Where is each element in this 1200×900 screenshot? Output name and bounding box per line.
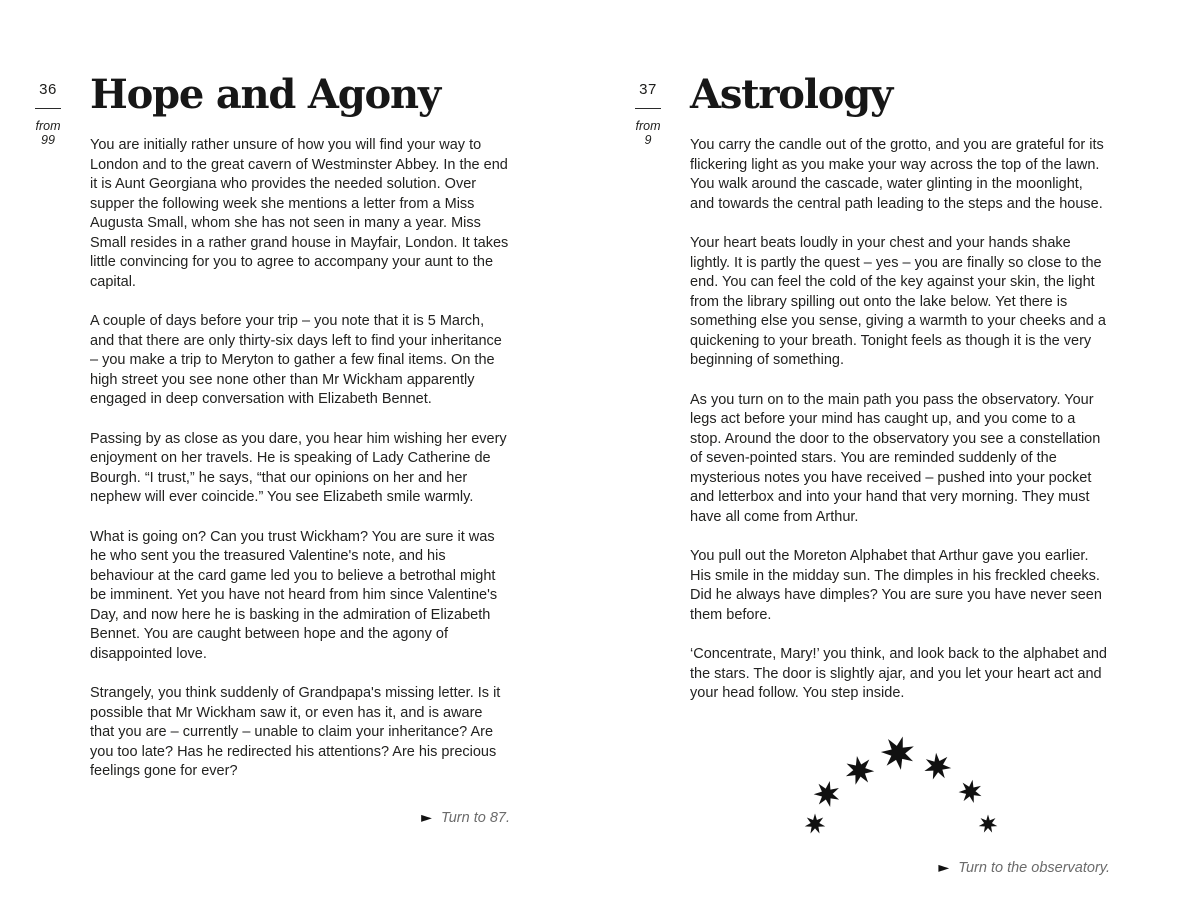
body-text <box>690 136 1110 704</box>
divider-rule <box>35 108 61 109</box>
right-margin-header <box>622 82 674 147</box>
body-paragraph: You are initially rather unsure of how you will find your way to London and to the great cavern of Westminster Abbey. In the end it is Aunt Georgiana who provides the needed solution. Over supper the following week she mentions a letter from a Miss Augusta Small, whom she has not seen in many a year. Miss Small resides in a rather grand house in Mayfair, London. It takes little convincing for you to agree to accompany your aunt to the capital. <box>90 137 509 290</box>
right-page-content <box>690 71 1110 876</box>
body-paragraph: A couple of days before your trip – you note that it is 5 March, and that there are only thirty-six days left to find your inheritance – you make a trip to Meryton to gather a few final items. On the high street you see none other than Mr Wickham apparently engaged in deep conversation with Elizabeth Bennet. <box>90 313 502 407</box>
left-margin-header <box>22 82 74 147</box>
body-paragraph: You carry the candle out of the grotto, and you are grateful for its flickering light as you make your way across the top of the lawn. You walk around the cascade, water glinting in the moonlight, and towards the central path leading to the steps and the house. <box>690 137 1104 212</box>
arrow-right-icon: ► <box>938 859 950 876</box>
turn-instruction-text: Turn to the observatory. <box>958 859 1110 876</box>
seven-pointed-star-icon <box>804 813 826 835</box>
body-paragraph: Your heart beats loudly in your chest and your hands shake lightly. It is partly the quest – yes – you are finally so close to the end. You can feel the cold of the key against your skin, the light from the library spilling out onto the lake below. Yet there is something else you sense, giving a warmth to your cheeks and a quickening to your breath. Tonight feels as though it is the very beginning of something. <box>690 235 1106 368</box>
from-reference: 99 <box>41 132 55 147</box>
arrow-right-icon: ► <box>421 809 432 826</box>
turn-instruction <box>690 860 1110 876</box>
turn-instruction <box>90 810 510 826</box>
body-paragraph: ‘Concentrate, Mary!’ you think, and look back to the alphabet and the stars. The door is slightly ajar, and you let your heart act and your head follow. You step inside. <box>690 646 1107 701</box>
from-label: from <box>35 118 61 133</box>
body-paragraph: As you turn on to the main path you pass the observatory. Your legs act before your mind has caught up, and you come to a stop. Around the door to the observatory you see a constellation of seven-pointed stars. You are reminded suddenly of the mysterious notes you have received – pushed into your pocket and letterbox and into your hand that very morning. They must have all come from Arthur. <box>690 391 1101 525</box>
seven-pointed-star-icon <box>841 753 877 789</box>
section-title: Astrology <box>690 71 893 118</box>
seven-pointed-star-icon <box>921 751 953 783</box>
from-label: from <box>635 118 661 133</box>
seven-pointed-star-icon <box>956 777 985 806</box>
body-text <box>90 136 510 782</box>
seven-pointed-star-icon <box>876 730 921 775</box>
section-title: Hope and Agony <box>90 71 440 118</box>
body-paragraph: Passing by as close as you dare, you hear him wishing her every enjoyment on her travels. He is speaking of Lady Catherine de Bourgh. “I trust,” he says, “that our opinions on her and her nephew will ever coincide.” You see Elizabeth smile warmly. <box>90 430 507 505</box>
body-paragraph: Strangely, you think suddenly of Grandpapa's missing letter. Is it possible that Mr Wickham saw it, or even has it, and is aware that you are – currently – unable to claim your inheritance? Are you too late? Has he redirected his attentions? Are his precious feelings gone for ever? <box>90 685 501 779</box>
constellation <box>690 724 1110 846</box>
section-number: 36 <box>39 81 57 98</box>
section-number: 37 <box>639 81 657 98</box>
turn-instruction-text: Turn to 87. <box>440 809 510 826</box>
left-page-content <box>90 71 510 826</box>
divider-rule <box>635 108 661 109</box>
right-page <box>600 0 1200 900</box>
body-paragraph: What is going on? Can you trust Wickham? You are sure it was he who sent you the treasured Valentine's note, and his behaviour at the card game led you to believe a betrothal might be imminent. Yet you have not heard from him since Valentine's Day, and now here he is basking in the admiration of Elizabeth Bennet. You are caught between hope and the agony of disappointed love. <box>90 528 498 662</box>
seven-pointed-star-icon <box>978 814 998 834</box>
body-paragraph: You pull out the Moreton Alphabet that Arthur gave you earlier. His smile in the midday sun. The dimples in his freckled cheeks. Did he always have dimples? You are sure you have never seen them before. <box>690 548 1102 623</box>
seven-pointed-star-icon <box>810 777 843 810</box>
from-reference: 9 <box>644 132 652 147</box>
